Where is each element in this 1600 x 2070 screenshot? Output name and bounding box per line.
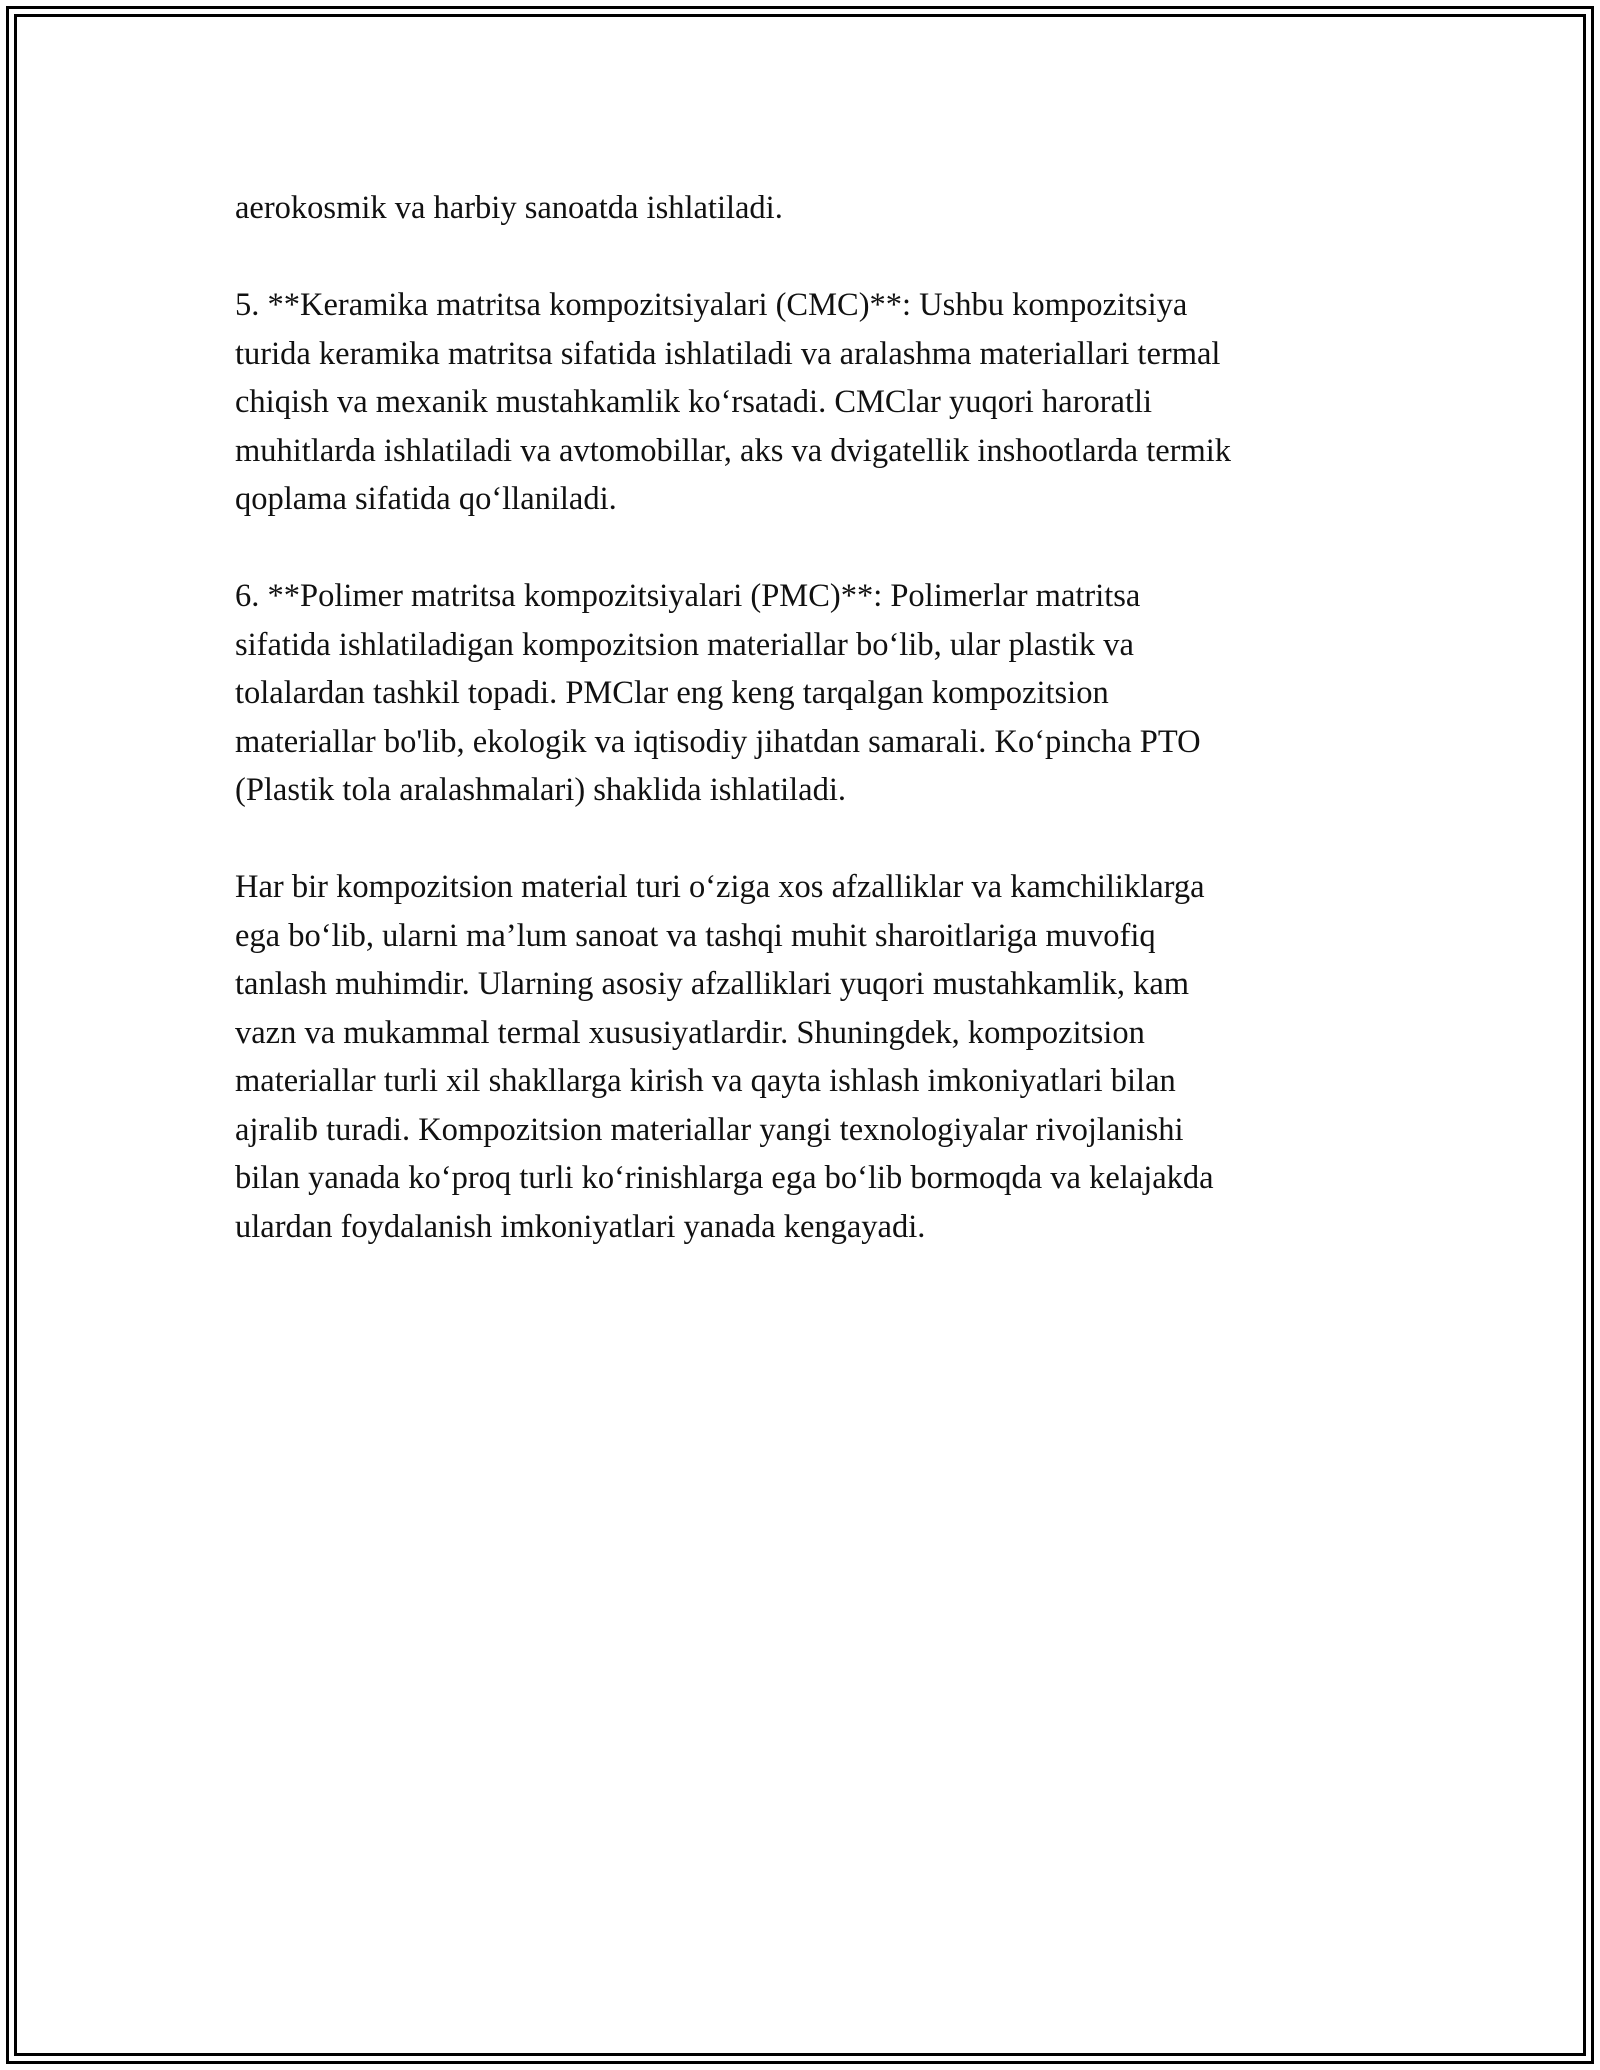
paragraph-continuation: aerokosmik va harbiy sanoatda ishlatiladi. xyxy=(235,190,783,226)
document-body xyxy=(235,184,1375,1300)
paragraph-pmc: 6. **Polimer matritsa kompozitsiyalari (PMC)**: Polimerlar matritsa sifatida ishlatiladigan kompozitsion materiallar bo‘lib, ular plastik va tolalardan tashkil topadi. PMClar eng keng tarqalgan kompozitsion materiallar bo'lib, ekologik va iqtisodiy jihatdan samarali. Ko‘pincha PTO (Plastik tola aralashmalari) shaklida ishlatiladi. xyxy=(235,578,1201,808)
paragraph-conclusion: Har bir kompozitsion material turi o‘ziga xos afzalliklar va kamchiliklarga ega bo‘lib, ularni ma’lum sanoat va tashqi muhit sharoitlariga muvofiq tanlash muhimdir. Ularning asosiy afzalliklari yuqori mustahkamlik, kam vazn va mukammal termal xususiyatlardir. Shuningdek, kompozitsion materiallar turli xil shakllarga kirish va qayta ishlash imkoniyatlari bilan ajralib turadi. Kompozitsion materiallar yangi texnologiyalar rivojlanishi bilan yanada ko‘proq turli ko‘rinishlarga ega bo‘lib bormoqda va kelajakda ulardan foydalanish imkoniyatlari yanada kengayadi. xyxy=(235,869,1214,1245)
paragraph-cmc: 5. **Keramika matritsa kompozitsiyalari (CMC)**: Ushbu kompozitsiya turida keramika matritsa sifatida ishlatiladi va aralashma materiallari termal chiqish va mexanik mustahkamlik ko‘rsatadi. CMClar yuqori haroratli muhitlarda ishlatiladi va avtomobillar, aks va dvigatellik inshootlarda termik qoplama sifatida qo‘llaniladi. xyxy=(235,287,1232,517)
